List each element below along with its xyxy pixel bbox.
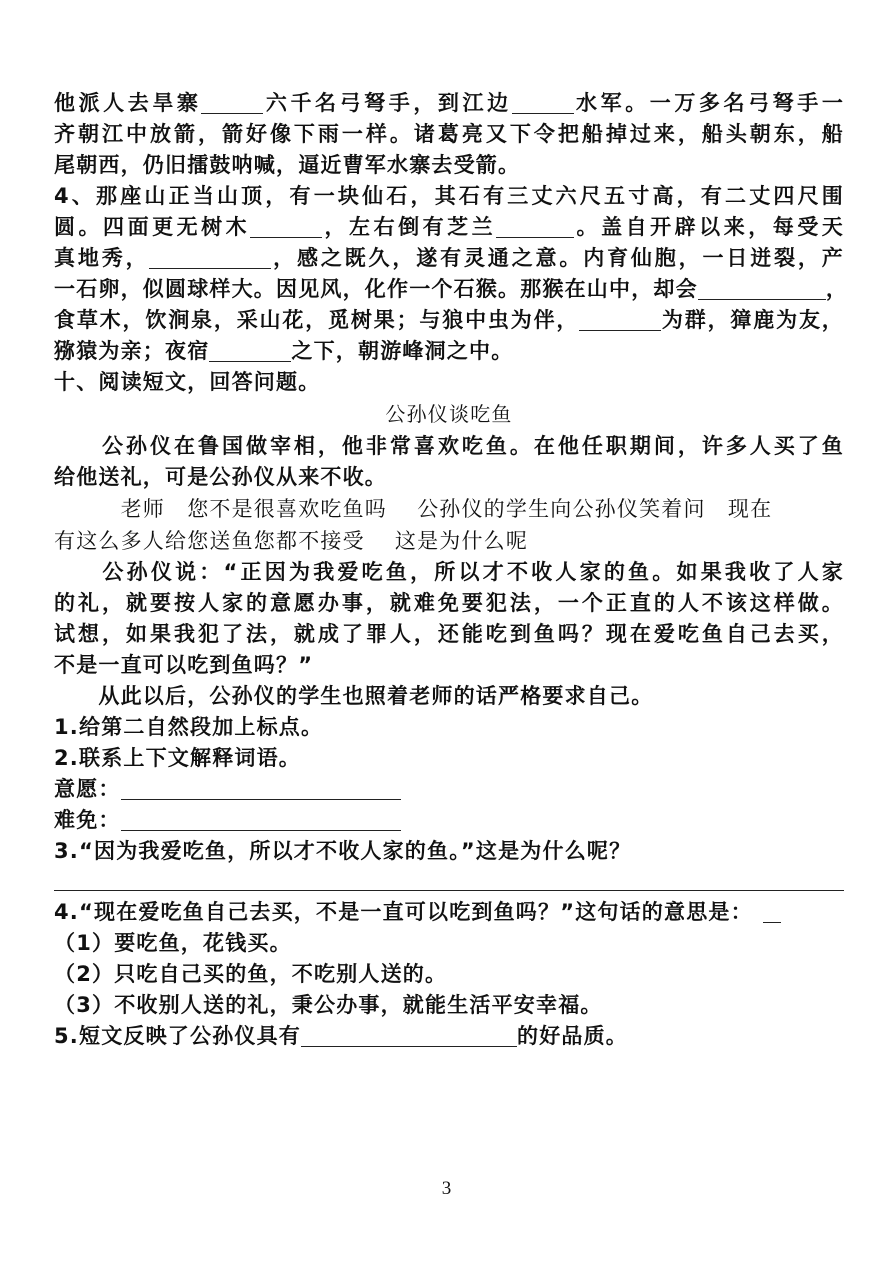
section-heading: 十、阅读短文，回答问题。 [54,370,321,394]
passage-line: 不是一直可以吃到鱼吗？” [54,653,314,677]
text-segment: 水军。一万多名弓弩手一 [573,91,845,115]
text-segment: 一石卵，似圆球样大。因见风，化作一个石猴。那猴在山中，却会 [54,277,698,301]
passage-line: 公孙仪在鲁国做宰相，他非常喜欢吃鱼。在他任职期间，许多人买了鱼 [54,434,844,458]
question-text: 4.“现在爱吃鱼自己去买，不是一直可以吃到鱼吗？”这句话的意思是： [54,900,753,924]
word-label: 意愿： [54,777,121,801]
word-item [54,774,844,805]
answer-blank[interactable] [209,339,291,362]
text-line [54,274,849,305]
text-segment: 为群，獐鹿为友， [661,308,844,332]
text-line [54,336,844,367]
option-2: （2）只吃自己买的鱼，不吃别人送的。 [54,962,448,986]
text-segment: 圆。四面更无树木 [54,215,251,239]
text-segment: 猕猿为亲；夜宿 [54,339,210,363]
text-segment: 真地秀， [54,246,150,270]
answer-line[interactable] [121,808,401,831]
answer-blank[interactable] [512,91,574,114]
option-1: （1）要吃鱼，花钱买。 [54,931,292,955]
text-segment: 他派人去旱寨 [54,91,202,115]
answer-blank[interactable] [698,277,826,300]
worksheet-page [54,88,849,1052]
text-segment: ，感之既久，遂有灵通之意。内育仙胞，一日迸裂，产 [271,246,844,270]
text-segment: ，左右倒有芝兰 [322,215,497,239]
text-segment: 之下，朝游峰洞之中。 [291,339,514,363]
question-text: 的好品质。 [517,1024,628,1048]
answer-space [54,867,844,890]
page-number: 3 [441,1178,452,1199]
question-4 [54,897,844,928]
passage-line: 公孙仪说：“正因为我爱吃鱼，所以才不收人家的鱼。如果我收了人家 [54,560,844,584]
question-5 [54,1021,844,1052]
question-1: 1.给第二自然段加上标点。 [54,715,324,739]
answer-line[interactable] [121,777,401,800]
text-segment: 食草木，饮涧泉，采山花，觅树果；与狼中虫为伴， [54,308,580,332]
question-3: 3.“因为我爱吃鱼，所以才不收人家的鱼。”这是为什么呢？ [54,839,632,863]
text-line: 尾朝西，仍旧擂鼓呐喊，逼近曹军水寨去受箭。 [54,153,521,177]
answer-blank[interactable] [149,246,271,269]
text-segment: ， [825,277,849,301]
text-line [54,88,844,119]
passage-line: 试想，如果我犯了法，就成了罪人，还能吃到鱼吗？现在爱吃鱼自己去买， [54,622,844,646]
passage-line: 有这么多人给您送鱼您都不接受 这是为什么呢 [54,529,529,553]
text-line [54,305,844,336]
answer-blank[interactable] [579,308,661,331]
text-line: 4、那座山正当山顶，有一块仙石，其石有三丈六尺五寸高，有二丈四尺围 [54,184,844,208]
answer-blank[interactable] [496,215,574,238]
word-label: 难免： [54,808,121,832]
option-3: （3）不收别人送的礼，秉公办事，就能生活平安幸福。 [54,993,603,1017]
text-line: 齐朝江中放箭，箭好像下雨一样。诸葛亮又下令把船掉过来，船头朝东，船 [54,122,844,146]
text-line [54,243,844,274]
passage-line: 的礼，就要按人家的意愿办事，就难免要犯法，一个正直的人不该这样做。 [54,591,844,615]
answer-blank[interactable] [250,215,322,238]
passage-line: 给他送礼，可是公孙仪从来不收。 [54,465,387,489]
passage-line: 老师 您不是很喜欢吃鱼吗 公孙仪的学生向公孙仪笑着问 现在 [54,497,773,521]
passage-title: 公孙仪谈吃鱼 [385,402,513,426]
text-line [54,212,844,243]
question-text: 5.短文反映了公孙仪具有 [54,1024,301,1048]
word-item [54,805,844,836]
text-segment: 。盖自开辟以来，每受天 [574,215,844,239]
answer-blank[interactable] [201,91,263,114]
answer-blank[interactable] [301,1024,517,1047]
text-segment: 六千名弓弩手，到江边 [263,91,512,115]
answer-blank[interactable] [763,900,781,923]
passage-line: 从此以后，公孙仪的学生也照着老师的话严格要求自己。 [54,684,654,708]
question-2: 2.联系上下文解释词语。 [54,746,301,770]
